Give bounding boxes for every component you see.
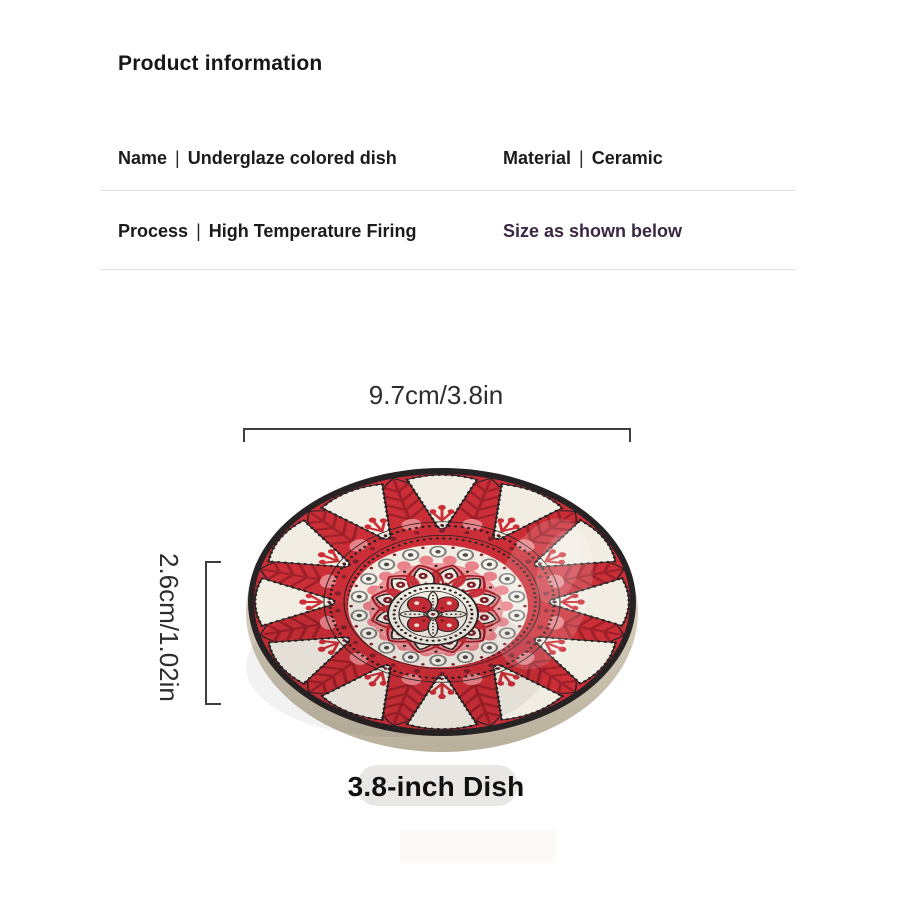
page-title: Product information [118, 52, 323, 75]
dish-illustration [246, 462, 638, 758]
diameter-dimension-label: 9.7cm/3.8in [368, 380, 504, 410]
diameter-bracket [243, 428, 631, 442]
spec-table-row [118, 148, 718, 174]
spec-label-name: Name [118, 148, 168, 168]
size-note: Size as shown below [503, 221, 683, 241]
spec-label-material: Material [503, 148, 572, 168]
spec-value-name: Underglaze colored dish [187, 148, 397, 168]
spec-cell-material [503, 148, 663, 169]
spec-separator: | [579, 148, 584, 168]
spec-label-process: Process [118, 221, 189, 241]
spec-value-process: High Temperature Firing [208, 221, 417, 241]
height-bracket [205, 561, 221, 705]
spec-separator: | [196, 221, 201, 241]
height-dimension-label: 2.6cm/1.02in [154, 553, 184, 702]
product-photo-dish [246, 462, 638, 758]
faint-artifact-rect [400, 830, 556, 863]
dish-caption: 3.8-inch Dish [347, 771, 525, 802]
spec-value-material: Ceramic [591, 148, 663, 168]
spec-cell-name [118, 148, 397, 169]
spec-table-row [118, 221, 718, 247]
spec-cell-process [118, 221, 416, 242]
spec-separator: | [175, 148, 180, 168]
row-divider [100, 190, 796, 191]
row-divider [100, 269, 796, 270]
